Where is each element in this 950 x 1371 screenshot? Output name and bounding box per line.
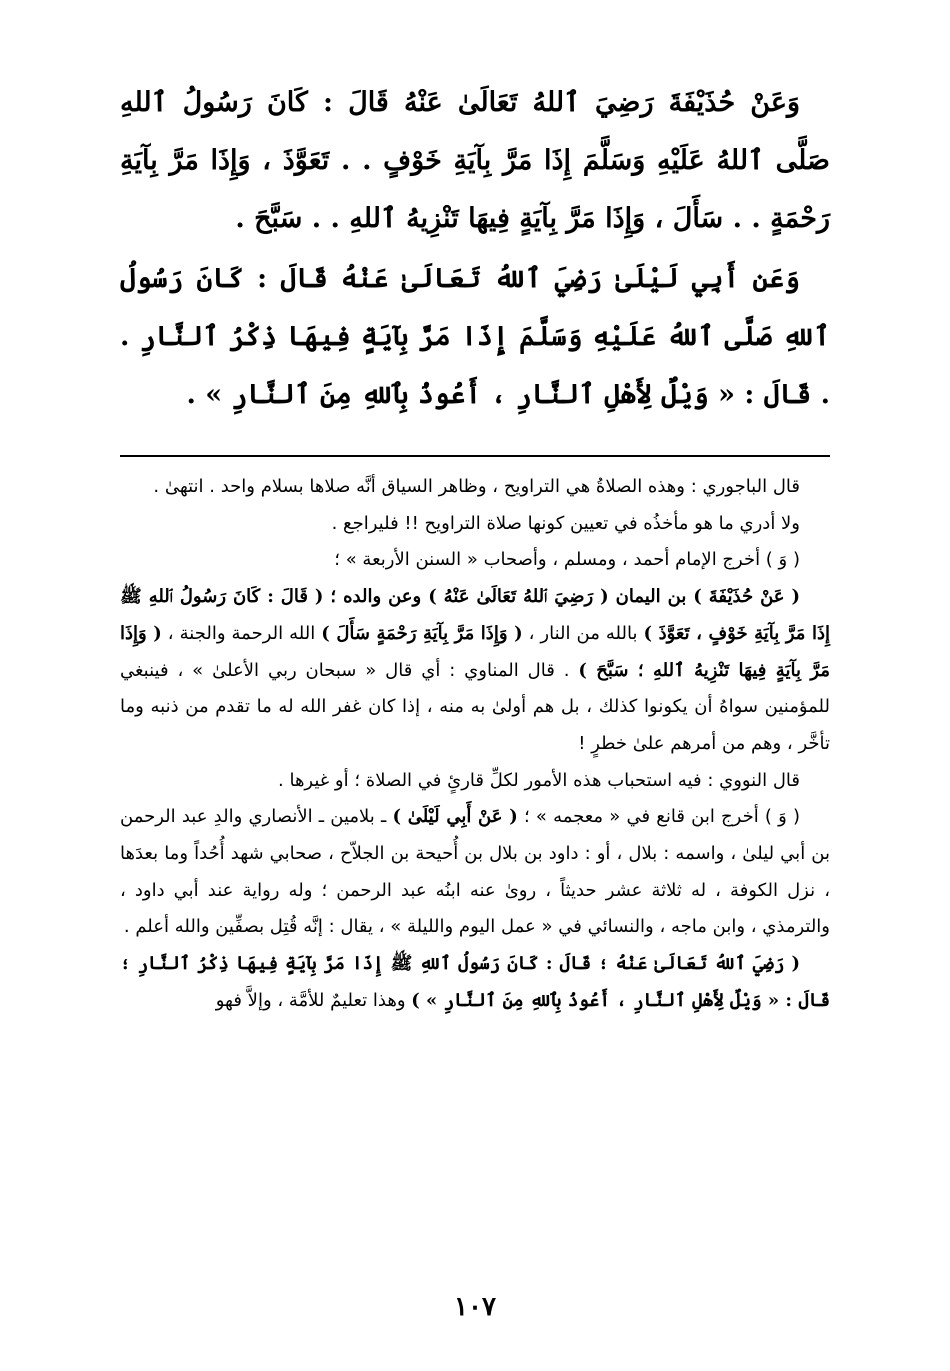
commentary-text: ـ بلامين ـ الأنصاري والدِ عبد الرحمن بن أبي ليلىٰ ، واسمه : بلال ، أو : داود بن بلال بن أُحيحة بن الجلاّح ، صحابي شهد أُحُداً وما بعدَها ، نزل الكوفة ، له ثلاثة عشر حديثاً ، روىٰ عنه ابنُه عبد الرحمن ؛ وله رواية عند أبي داود ، والترمذي ، وابن ماجه ، والنسائي في « عمل اليوم والليلة » ، يقال : إنَّه قُتِل بصفِّين والله أعلم .	[120, 806, 830, 938]
footnote-divider	[120, 455, 830, 457]
commentary	[120, 469, 830, 1020]
quoted-hadith-text: ( عَنْ حُذَيْفَةَ ) بن اليمان ( رَضِيَ ٱللهُ تَعَالَىٰ عَنْهُ ) وعن والده ؛ ( قَالَ : كَانَ رَسُولُ ٱللهِ ﷺ إِذَا مَرَّ بِآيَةِ خَوْفٍ ، تَعَوَّذَ )	[120, 586, 831, 644]
hadith-paragraph-abu-layla: وَعَن أَبِي لَيْلَىٰ رَضِيَ ٱللهُ تَعَالَىٰ عَنْهُ قَالَ : كَانَ رَسُولُ ٱللهِ صَلَّى ٱللهُ عَلَيْهِ وَسَلَّمَ إِذَا مَرَّ بِآيَةٍ فِيهَا ذِكْرُ ٱلنَّارِ . . قَالَ : « وَيْلٌ لِأَهْلِ ٱلنَّارِ ، أَعُوذُ بِٱللهِ مِنَ ٱلنَّارِ » .	[120, 263, 830, 410]
hadith-paragraph-hudhayfa: وَعَنْ حُذَيْفَةَ رَضِيَ ٱللهُ تَعَالَىٰ عَنْهُ قَالَ : كَانَ رَسُولُ ٱللهِ صَلَّى ٱللهُ عَلَيْهِ وَسَلَّمَ إِذَا مَرَّ بِآيَةِ خَوْفٍ . . تَعَوَّذَ ، وَإِذَا مَرَّ بِآيَةِ رَحْمَةٍ . . سَأَلَ ، وَإِذَا مَرَّ بِآيَةٍ فِيهَا تَنْزِيهُ ٱللهِ . . سَبَّحَ .	[120, 87, 830, 234]
commentary-paragraph: ولا أدري ما هو مأخذُه في تعيين كونها صلاة التراويح !! فليراجع .	[331, 512, 800, 534]
quoted-hadith-text: ( وَإِذَا مَرَّ بِآيَةِ رَحْمَةٍ سَأَلَ )	[321, 622, 523, 644]
commentary-text: الله الرحمة والجنة ،	[161, 622, 322, 644]
commentary-paragraph	[120, 946, 830, 1019]
main-text	[120, 74, 830, 424]
page-number: ١٠٧	[454, 1292, 496, 1322]
commentary-paragraph: قال النووي : فيه استحباب هذه الأمور لكلِّ قارئٍ في الصلاة ؛ أو غيرها .	[278, 769, 800, 791]
commentary-text: بالله من النار ،	[522, 622, 644, 644]
commentary-text: ( وَ ) أخرج ابن قانع في « معجمه » ؛	[517, 806, 800, 828]
commentary-paragraph: قال الباجوري : وهذه الصلاةُ هي التراويح ، وظاهر السياق أنَّه صلاها بسلام واحد . انتهىٰ .	[153, 476, 800, 497]
commentary-text: وهذا تعليمٌ للأمَّة ، وإلاَّ فهو	[215, 989, 412, 1011]
quoted-hadith-text: ( وَإِذَا مَرَّ بِآيَةٍ فِيهَا تَنْزِيهُ ٱللهِ ؛ سَبَّحَ )	[120, 622, 830, 681]
commentary-text: . قال المناوي : أي قال « سبحان ربي الأعلىٰ » ، فينبغي للمؤمنين سواهُ أن يكونوا كذلك ، بل هم أولىٰ به منه ، إذا كان غفر الله له ما تقدم من ذنبه وما تأخَّر ، وهم من أمرهم علىٰ خطرٍ !	[120, 659, 830, 754]
commentary-paragraph	[120, 579, 830, 763]
quoted-hadith-text: ( رَضِيَ ٱللهُ تَعَالَىٰ عَنْهُ ؛ قَالَ : كَانَ رَسُولُ ٱللهِ ﷺ إِذَا مَرَّ بِآيَةٍ فِيهَا ذِكْرُ ٱلنَّارِ ؛ قَالَ : « وَيْلٌ لِأَهْلِ ٱلنَّارِ ، أَعُوذُ بِٱللهِ مِنَ ٱلنَّارِ » )	[120, 953, 830, 1011]
commentary-paragraph: ( وَ ) أخرج الإمام أحمد ، ومسلم ، وأصحاب « السنن الأربعة » ؛	[334, 549, 800, 571]
commentary-paragraph	[120, 799, 830, 946]
quoted-hadith-text: ( عَنْ أَبِي لَيْلَىٰ )	[392, 806, 518, 828]
